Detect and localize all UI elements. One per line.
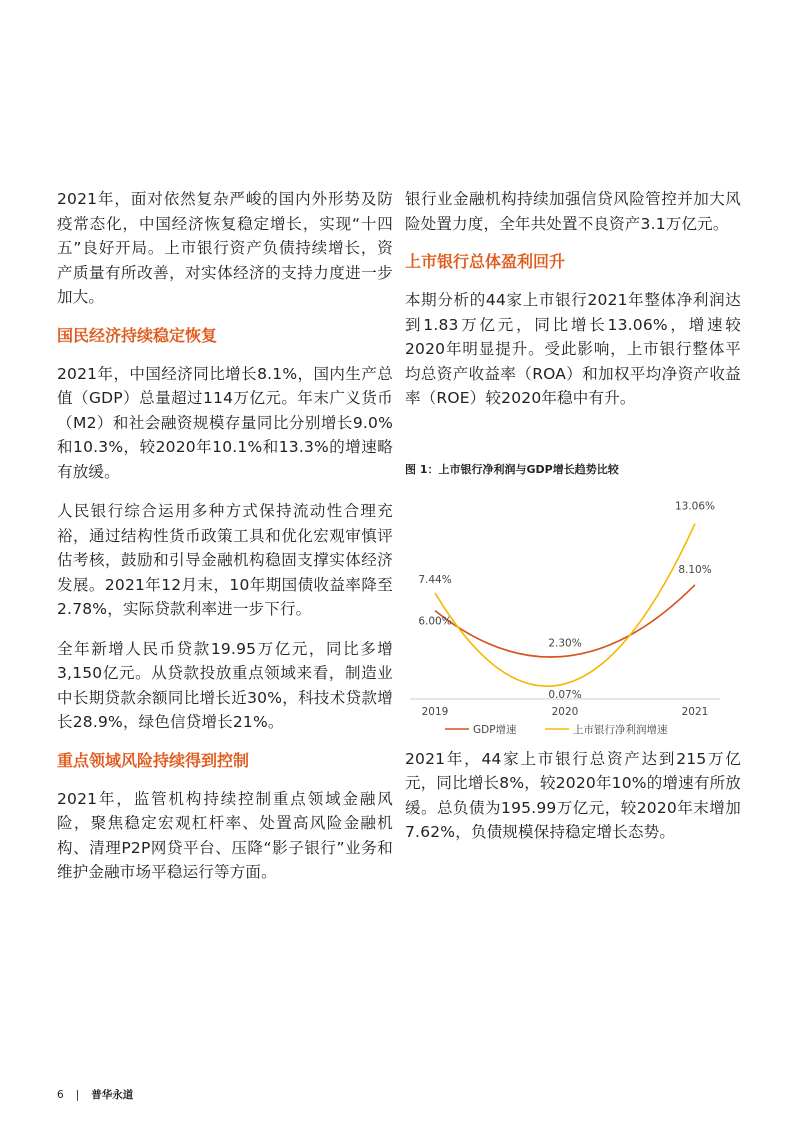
section-heading: 重点领域风险持续得到控制 (57, 750, 250, 770)
paragraph: 银行业金融机构持续加强信贷风险管控并加大风险处置力度，全年共处置不良资产3.1万亿元。 (405, 190, 741, 233)
paragraph: 2021年，中国经济同比增长8.1%，国内生产总值（GDP）总量超过114万亿元。年末广义货币（M2）和社会融资规模存量同比分别增长9.0%和10.3%，较2020年10.1%和13.3%的增速略有放缓。 (57, 364, 393, 481)
data-label: 8.10% (678, 563, 712, 576)
data-label: 2.30% (548, 636, 582, 649)
data-label: 6.00% (418, 615, 452, 628)
paragraph: 2021年，面对依然复杂严峻的国内外形势及防疫常态化，中国经济恢复稳定增长，实现“十四五”良好开局。上市银行资产负债持续增长，资产质量有所改善，对实体经济的支持力度进一步加大。 (57, 190, 393, 306)
paragraph: 2021年，监管机构持续控制重点领域金融风险，聚焦稳定宏观杠杆率、处置高风险金融机构、清理P2P网贷平台、压降“影子银行”业务和维护金融市场平稳运行等方面。 (57, 789, 393, 881)
data-label: 0.07% (548, 688, 582, 701)
x-tick-label: 2020 (551, 705, 579, 718)
left-column (57, 187, 393, 900)
chart (405, 477, 735, 737)
x-tick-label: 2019 (421, 705, 449, 718)
figure (405, 463, 741, 737)
section-heading: 国民经济持续稳定恢复 (57, 325, 218, 345)
page-number: 6 (57, 1089, 64, 1101)
paragraph: 2021年，44家上市银行总资产达到215万亿元，同比增长8%，较2020年10%的增速有所放缓。总负债为195.99万亿元，较2020年末增加7.62%，负债规模保持稳定增长态势。 (405, 749, 741, 841)
brand-name: 普华永道 (91, 1089, 134, 1101)
footer-separator: | (75, 1089, 80, 1101)
right-column (405, 187, 741, 860)
legend-label: GDP增速 (473, 723, 517, 736)
paragraph: 本期分析的44家上市银行2021年整体净利润达到1.83万亿元，同比增长13.06%，增速较2020年明显提升。受此影响，上市银行整体平均总资产收益率（ROA）和加权平均净资产收益率（ROE）较2020年稳中有升。 (405, 291, 741, 407)
data-label: 13.06% (674, 500, 716, 513)
x-tick-label: 2021 (681, 705, 709, 718)
line-chart (405, 477, 735, 737)
series-line-bank-profit (435, 523, 695, 686)
section-heading: 上市银行总体盈利回升 (405, 252, 566, 271)
footer (57, 1087, 133, 1102)
chart-title: 图 1：上市银行净利润与GDP增长趋势比较 (405, 462, 619, 476)
chart-canvas (405, 477, 735, 737)
paragraph: 全年新增人民币贷款19.95万亿元，同比多增3,150亿元。从贷款投放重点领域来看，制造业中长期贷款余额同比增长近30%，科技术贷款增长28.9%，绿色信贷增长21%。 (57, 639, 393, 731)
legend-label: 上市银行净利润增速 (573, 723, 668, 736)
data-label: 7.44% (418, 573, 452, 586)
paragraph: 人民银行综合运用多种方式保持流动性合理充裕，通过结构性货币政策工具和优化宏观审慎评估考核，鼓励和引导金融机构稳固支撑实体经济发展。2021年12月末，10年期国债收益率降至2.78%，实际贷款利率进一步下行。 (57, 502, 393, 618)
